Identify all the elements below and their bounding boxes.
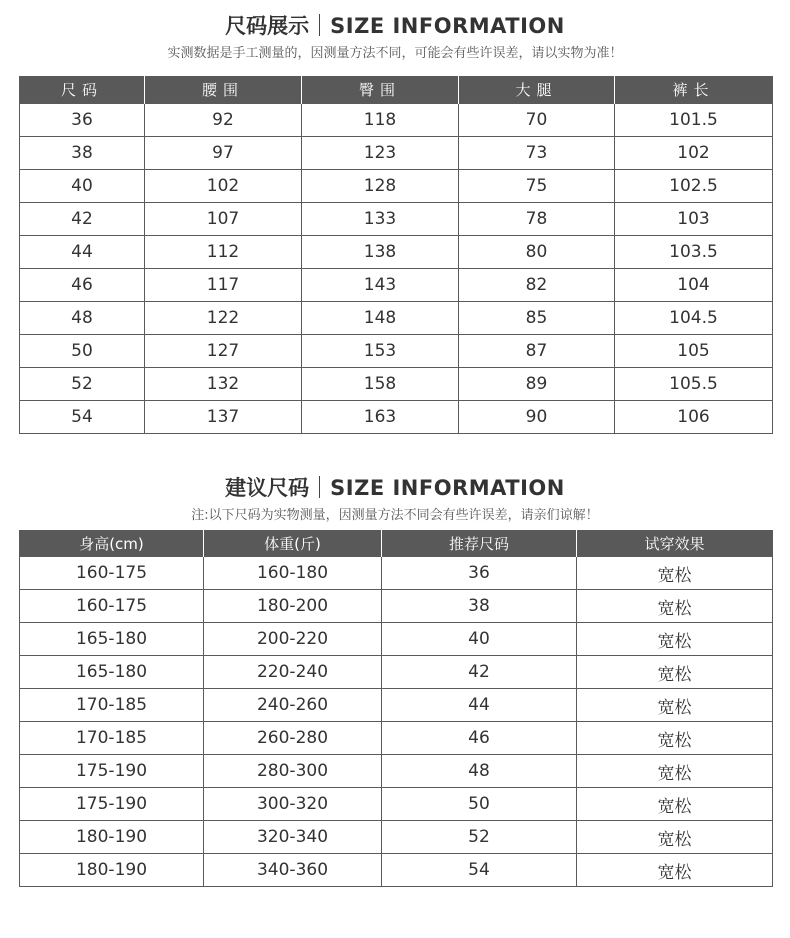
table-cell: 320-340 xyxy=(204,821,382,854)
table-row xyxy=(20,368,773,401)
table-cell: 105 xyxy=(615,335,773,368)
table-cell: 46 xyxy=(20,269,145,302)
table-row xyxy=(20,137,773,170)
table-cell: 148 xyxy=(302,302,459,335)
table-cell: 107 xyxy=(145,203,302,236)
table-cell: 44 xyxy=(20,236,145,269)
table-row xyxy=(20,755,773,788)
table-cell: 137 xyxy=(145,401,302,434)
table-row xyxy=(20,656,773,689)
table-cell: 宽松 xyxy=(577,788,773,821)
table-cell: 宽松 xyxy=(577,656,773,689)
table-cell: 123 xyxy=(302,137,459,170)
table-cell: 102.5 xyxy=(615,170,773,203)
table-cell: 112 xyxy=(145,236,302,269)
recommend-chart-header xyxy=(0,474,790,526)
title-divider xyxy=(319,476,320,498)
title-divider xyxy=(319,14,320,36)
recommend-chart-note: 注:以下尺码为实物测量，因测量方法不同会有些许误差，请亲们谅解！ xyxy=(191,508,599,523)
table-cell: 240-260 xyxy=(204,689,382,722)
table-cell: 宽松 xyxy=(577,722,773,755)
table-cell: 48 xyxy=(382,755,577,788)
table-cell: 220-240 xyxy=(204,656,382,689)
table-cell: 48 xyxy=(20,302,145,335)
table-row xyxy=(20,821,773,854)
table-cell: 180-200 xyxy=(204,590,382,623)
table-cell: 127 xyxy=(145,335,302,368)
table-cell: 101.5 xyxy=(615,104,773,137)
column-header: 体重(斤) xyxy=(204,530,382,557)
table-cell: 90 xyxy=(459,401,615,434)
table-row xyxy=(20,203,773,236)
column-header: 臀围 xyxy=(302,76,459,104)
column-header: 大腿 xyxy=(459,76,615,104)
table-cell: 153 xyxy=(302,335,459,368)
table-row xyxy=(20,788,773,821)
table-cell: 44 xyxy=(382,689,577,722)
table-row xyxy=(20,557,773,590)
recommend-chart-header-row xyxy=(20,530,773,557)
table-cell: 280-300 xyxy=(204,755,382,788)
table-cell: 46 xyxy=(382,722,577,755)
table-row xyxy=(20,335,773,368)
table-cell: 104.5 xyxy=(615,302,773,335)
column-header: 腰围 xyxy=(145,76,302,104)
table-cell: 87 xyxy=(459,335,615,368)
table-cell: 宽松 xyxy=(577,755,773,788)
column-header: 试穿效果 xyxy=(577,530,773,557)
table-cell: 160-175 xyxy=(20,590,204,623)
size-chart-title-cn: 尺码展示 xyxy=(225,14,310,38)
table-cell: 75 xyxy=(459,170,615,203)
table-cell: 73 xyxy=(459,137,615,170)
table-cell: 54 xyxy=(382,854,577,887)
table-cell: 42 xyxy=(20,203,145,236)
size-chart-title xyxy=(0,12,790,40)
table-cell: 165-180 xyxy=(20,623,204,656)
table-cell: 42 xyxy=(382,656,577,689)
table-cell: 104 xyxy=(615,269,773,302)
table-cell: 260-280 xyxy=(204,722,382,755)
table-row xyxy=(20,854,773,887)
table-cell: 52 xyxy=(382,821,577,854)
table-cell: 143 xyxy=(302,269,459,302)
table-cell: 170-185 xyxy=(20,689,204,722)
table-cell: 85 xyxy=(459,302,615,335)
table-cell: 89 xyxy=(459,368,615,401)
table-cell: 132 xyxy=(145,368,302,401)
table-cell: 163 xyxy=(302,401,459,434)
table-cell: 158 xyxy=(302,368,459,401)
table-cell: 40 xyxy=(20,170,145,203)
column-header: 裤长 xyxy=(615,76,773,104)
table-cell: 宽松 xyxy=(577,854,773,887)
recommend-chart-title-en: SIZE INFORMATION xyxy=(330,476,565,500)
table-cell: 160-175 xyxy=(20,557,204,590)
table-cell: 80 xyxy=(459,236,615,269)
table-row xyxy=(20,689,773,722)
table-cell: 36 xyxy=(20,104,145,137)
table-cell: 102 xyxy=(145,170,302,203)
table-cell: 宽松 xyxy=(577,623,773,656)
recommend-chart-table xyxy=(19,530,773,887)
table-cell: 340-360 xyxy=(204,854,382,887)
table-cell: 170-185 xyxy=(20,722,204,755)
table-row xyxy=(20,623,773,656)
table-cell: 宽松 xyxy=(577,821,773,854)
column-header: 身高(cm) xyxy=(20,530,204,557)
table-cell: 106 xyxy=(615,401,773,434)
recommend-chart-title-cn: 建议尺码 xyxy=(225,476,310,500)
table-cell: 36 xyxy=(382,557,577,590)
table-cell: 175-190 xyxy=(20,755,204,788)
table-cell: 117 xyxy=(145,269,302,302)
table-cell: 118 xyxy=(302,104,459,137)
size-chart-table xyxy=(19,76,773,434)
table-cell: 122 xyxy=(145,302,302,335)
table-cell: 78 xyxy=(459,203,615,236)
table-row xyxy=(20,590,773,623)
table-cell: 128 xyxy=(302,170,459,203)
table-cell: 82 xyxy=(459,269,615,302)
table-row xyxy=(20,236,773,269)
table-cell: 103.5 xyxy=(615,236,773,269)
table-cell: 70 xyxy=(459,104,615,137)
table-cell: 175-190 xyxy=(20,788,204,821)
table-cell: 宽松 xyxy=(577,557,773,590)
table-cell: 38 xyxy=(20,137,145,170)
table-cell: 165-180 xyxy=(20,656,204,689)
table-row xyxy=(20,722,773,755)
table-cell: 160-180 xyxy=(204,557,382,590)
table-row xyxy=(20,170,773,203)
table-cell: 38 xyxy=(382,590,577,623)
table-cell: 宽松 xyxy=(577,590,773,623)
column-header: 推荐尺码 xyxy=(382,530,577,557)
table-cell: 52 xyxy=(20,368,145,401)
table-cell: 宽松 xyxy=(577,689,773,722)
size-chart-header xyxy=(0,12,790,64)
table-cell: 200-220 xyxy=(204,623,382,656)
column-header: 尺码 xyxy=(20,76,145,104)
size-chart-note: 实测数据是手工测量的，因测量方法不同，可能会有些许误差，请以实物为准！ xyxy=(167,46,623,61)
table-cell: 103 xyxy=(615,203,773,236)
table-cell: 300-320 xyxy=(204,788,382,821)
table-cell: 180-190 xyxy=(20,821,204,854)
table-cell: 50 xyxy=(20,335,145,368)
table-row xyxy=(20,104,773,137)
table-cell: 40 xyxy=(382,623,577,656)
size-chart-header-row xyxy=(20,76,773,104)
recommend-chart-title xyxy=(0,474,790,502)
size-chart-title-en: SIZE INFORMATION xyxy=(330,14,565,38)
table-cell: 92 xyxy=(145,104,302,137)
table-cell: 50 xyxy=(382,788,577,821)
table-cell: 138 xyxy=(302,236,459,269)
table-cell: 102 xyxy=(615,137,773,170)
table-row xyxy=(20,302,773,335)
table-cell: 54 xyxy=(20,401,145,434)
table-row xyxy=(20,269,773,302)
table-cell: 97 xyxy=(145,137,302,170)
table-cell: 105.5 xyxy=(615,368,773,401)
table-row xyxy=(20,401,773,434)
table-cell: 133 xyxy=(302,203,459,236)
table-cell: 180-190 xyxy=(20,854,204,887)
